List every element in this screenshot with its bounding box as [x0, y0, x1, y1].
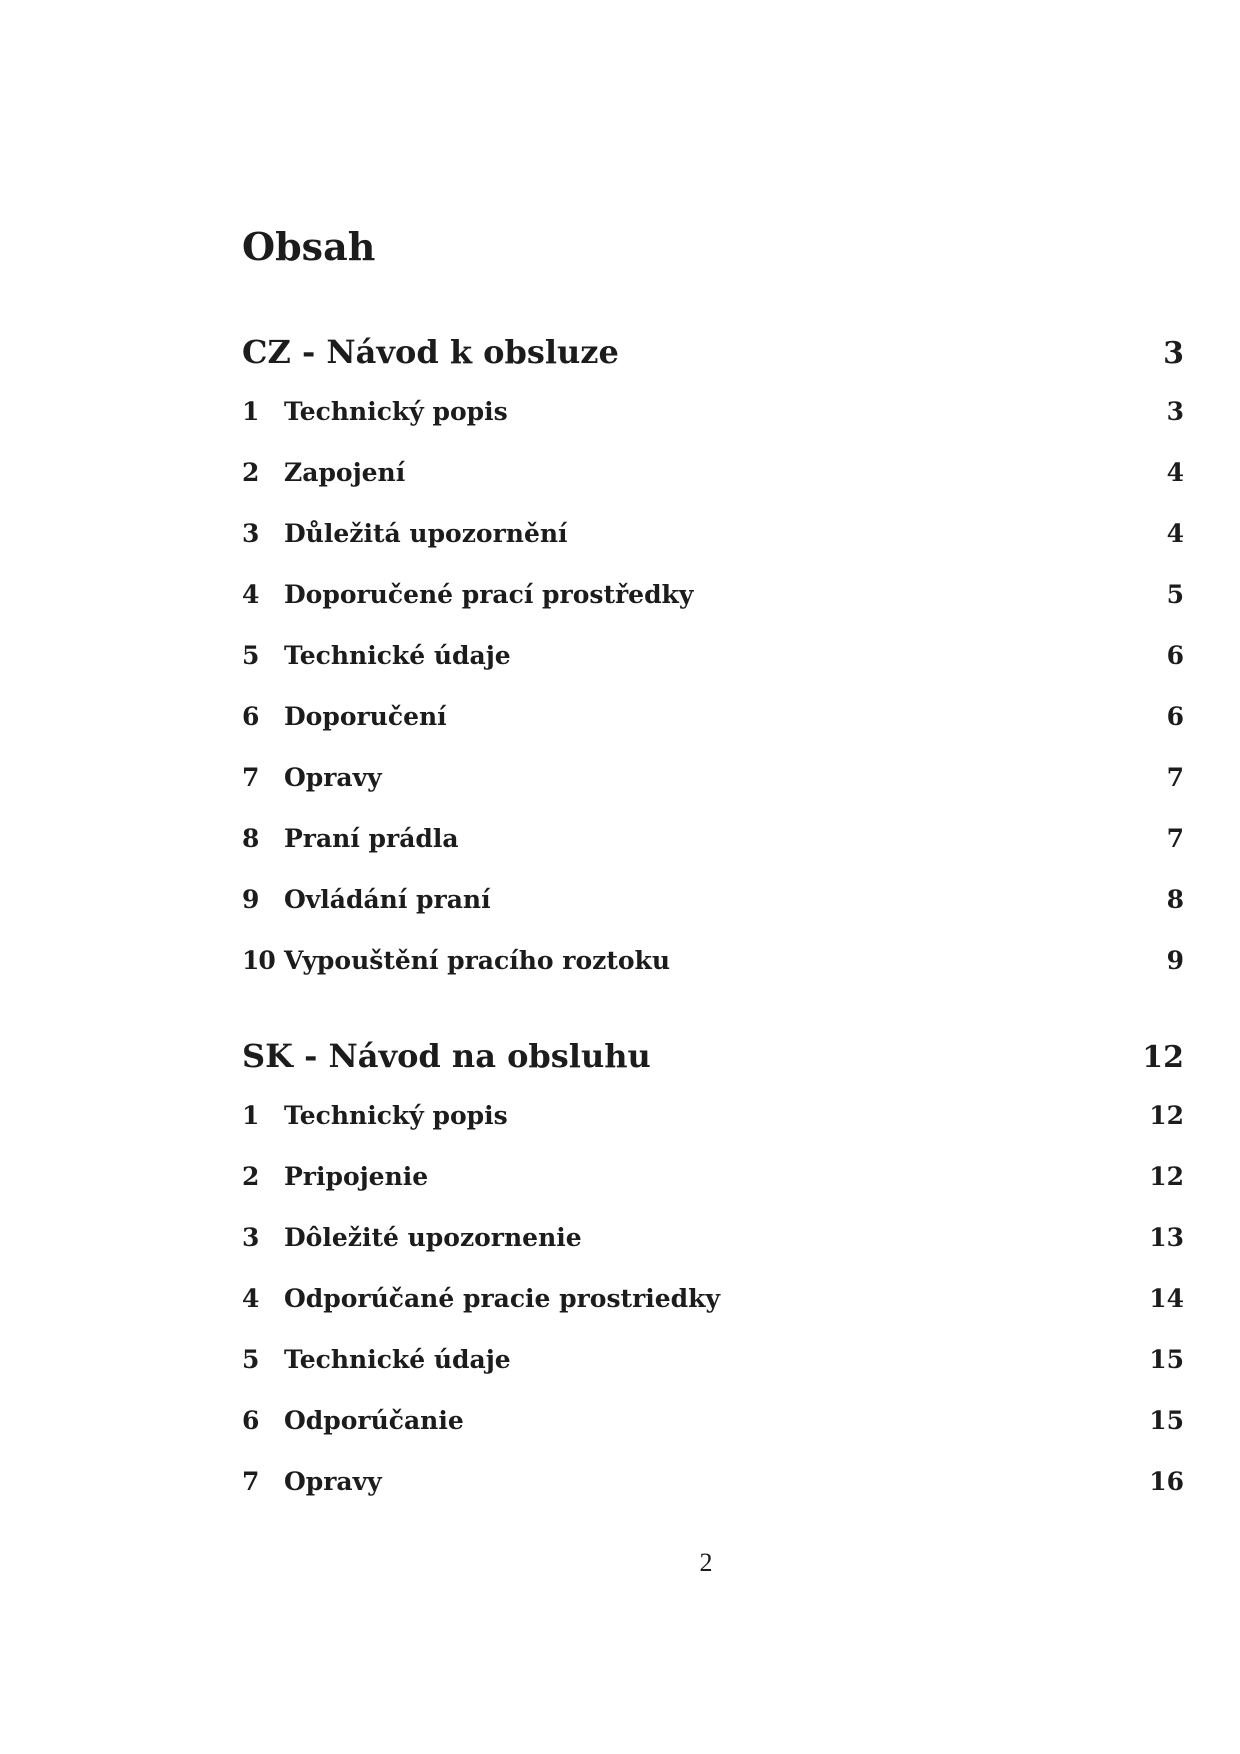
entry-page: 15 — [1149, 1345, 1184, 1374]
entry-number: 4 — [242, 580, 260, 609]
entry-number: 5 — [242, 1345, 260, 1374]
entry-title: Doporučené prací prostředky — [284, 580, 694, 609]
entry-number: 1 — [242, 1101, 260, 1130]
entry-number: 6 — [242, 702, 260, 731]
entry-page: 7 — [1166, 763, 1184, 792]
entry-number: 7 — [242, 1467, 260, 1496]
entry-page: 13 — [1149, 1223, 1184, 1252]
toc-entry — [242, 1467, 1184, 1528]
entry-page: 7 — [1166, 824, 1184, 853]
toc-list — [242, 385, 1184, 1007]
entry-number: 1 — [242, 397, 260, 426]
toc-section-cz — [242, 333, 1184, 1007]
entry-number: 2 — [242, 458, 260, 487]
toc-entry — [242, 519, 1184, 580]
entry-title: Zapojení — [284, 458, 406, 487]
entry-page: 16 — [1149, 1467, 1184, 1496]
entry-title: Vypouštění pracího roztoku — [284, 946, 671, 975]
entry-number: 3 — [242, 1223, 260, 1252]
entry-page: 5 — [1166, 580, 1184, 609]
page-title: Obsah — [242, 224, 376, 269]
entry-page: 6 — [1166, 702, 1184, 731]
entry-page: 15 — [1149, 1406, 1184, 1435]
entry-number: 9 — [242, 885, 260, 914]
section-heading-page: 3 — [1163, 336, 1184, 371]
section-heading — [242, 1037, 1184, 1089]
entry-number: 10 — [242, 946, 275, 975]
section-heading-title: CZ - Návod k obsluze — [242, 333, 619, 371]
toc-entry — [242, 397, 1184, 458]
entry-page: 4 — [1166, 519, 1184, 548]
entry-page: 6 — [1166, 641, 1184, 670]
toc-entry — [242, 824, 1184, 885]
entry-title: Dôležité upozornenie — [284, 1223, 582, 1252]
entry-number: 5 — [242, 641, 260, 670]
entry-title: Technické údaje — [284, 641, 511, 670]
entry-page: 12 — [1149, 1101, 1184, 1130]
entry-page: 4 — [1166, 458, 1184, 487]
entry-title: Odporúčané pracie prostriedky — [284, 1284, 720, 1313]
section-heading-title: SK - Návod na obsluhu — [242, 1037, 651, 1075]
entry-page: 9 — [1166, 946, 1184, 975]
entry-number: 3 — [242, 519, 260, 548]
entry-number: 6 — [242, 1406, 260, 1435]
section-heading — [242, 333, 1184, 385]
entry-title: Odporúčanie — [284, 1406, 464, 1435]
section-heading-page: 12 — [1142, 1040, 1184, 1075]
entry-page: 14 — [1149, 1284, 1184, 1313]
toc-entry — [242, 1101, 1184, 1162]
entry-number: 8 — [242, 824, 260, 853]
entry-title: Důležitá upozornění — [284, 519, 568, 548]
entry-title: Opravy — [284, 763, 382, 792]
entry-title: Technický popis — [284, 1101, 508, 1130]
toc-entry — [242, 1345, 1184, 1406]
toc-entry — [242, 1284, 1184, 1345]
footer-page-number: 2 — [699, 1548, 713, 1577]
toc-entry — [242, 458, 1184, 519]
toc-entry — [242, 1162, 1184, 1223]
toc-entry — [242, 885, 1184, 946]
entry-title: Opravy — [284, 1467, 382, 1496]
entry-number: 2 — [242, 1162, 260, 1191]
toc-entry — [242, 1223, 1184, 1284]
entry-page: 8 — [1166, 885, 1184, 914]
toc-entry — [242, 1406, 1184, 1467]
toc-entry — [242, 946, 1184, 1007]
entry-title: Technický popis — [284, 397, 508, 426]
toc-list — [242, 1089, 1184, 1528]
toc-entry — [242, 641, 1184, 702]
toc-entry — [242, 702, 1184, 763]
entry-title: Ovládání praní — [284, 885, 491, 914]
toc-entry — [242, 580, 1184, 641]
entry-title: Doporučení — [284, 702, 447, 731]
entry-title: Technické údaje — [284, 1345, 511, 1374]
entry-page: 12 — [1149, 1162, 1184, 1191]
entry-title: Pripojenie — [284, 1162, 429, 1191]
entry-page: 3 — [1166, 397, 1184, 426]
entry-number: 4 — [242, 1284, 260, 1313]
entry-title: Praní prádla — [284, 824, 459, 853]
toc-section-sk — [242, 1037, 1184, 1528]
toc-entry — [242, 763, 1184, 824]
entry-number: 7 — [242, 763, 260, 792]
